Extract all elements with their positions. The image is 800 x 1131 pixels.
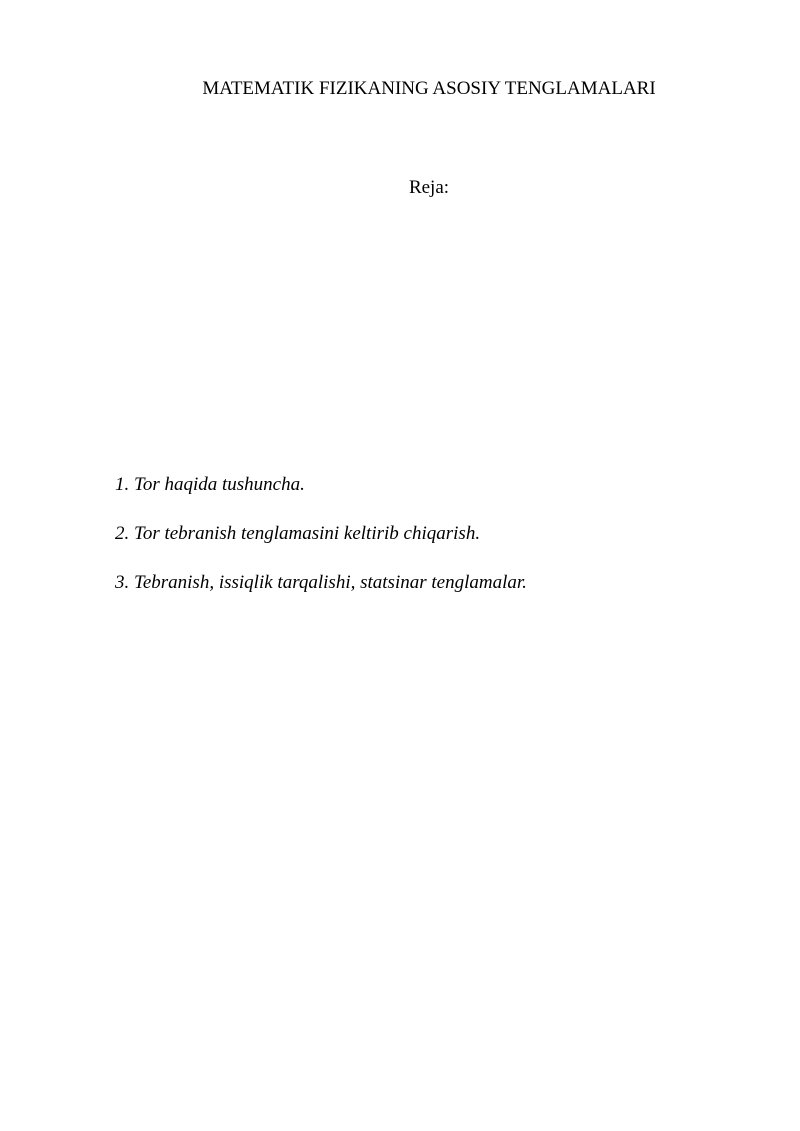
document-title: MATEMATIK FIZIKANING ASOSIY TENGLAMALARI	[202, 78, 656, 99]
plan-item-2: 2. Tor tebranish tenglamasini keltirib chiqarish.	[115, 523, 481, 544]
plan-list	[115, 473, 527, 620]
plan-heading: Reja:	[408, 177, 450, 198]
plan-item-3: 3. Tebranish, issiqlik tarqalishi, statsinar tenglamalar.	[115, 572, 527, 593]
plan-item-1: 1. Tor haqida tushuncha.	[115, 474, 305, 495]
